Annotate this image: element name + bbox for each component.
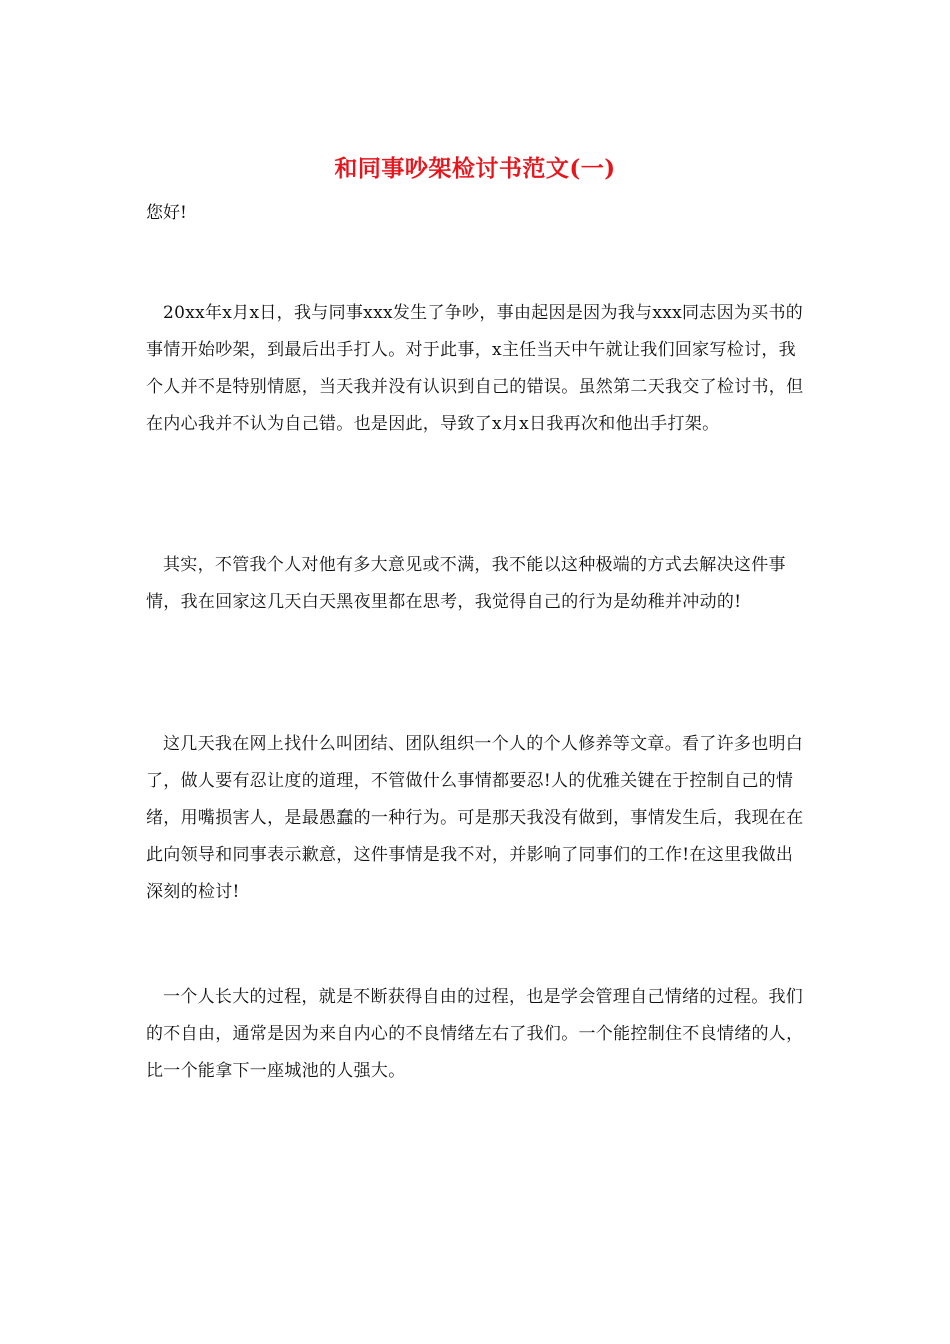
document-title: 和同事吵架检讨书范文(一) xyxy=(334,155,616,182)
body-paragraph-1: 20xx年x月x日，我与同事xxx发生了争吵，事由起因是因为我与xxx同志因为买书的事情开始吵架，到最后出手打人。对于此事，x主任当天中午就让我们回家写检讨，我个人并不是特别情愿，当天我并没有认识到自己的错误。虽然第二天我交了检讨书，但在内心我并不认为自己错。也是因此，导致了x月x日我再次和他出手打架。 xyxy=(146,303,804,434)
body-paragraph-2: 其实，不管我个人对他有多大意见或不满，我不能以这种极端的方式去解决这件事情，我在回家这几天白天黑夜里都在思考，我觉得自己的行为是幼稚并冲动的! xyxy=(146,555,786,612)
greeting-text: 您好! xyxy=(146,203,187,223)
body-paragraph-4: 一个人长大的过程，就是不断获得自由的过程，也是学会管理自己情绪的过程。我们的不自由，通常是因为来自内心的不良情绪左右了我们。一个能控制住不良情绪的人，比一个能拿下一座城池的人强大。 xyxy=(146,987,804,1081)
body-paragraph-3: 这几天我在网上找什么叫团结、团队组织一个人的个人修养等文章。看了许多也明白了，做人要有忍让度的道理，不管做什么事情都要忍!人的优雅关键在于控制自己的情绪，用嘴损害人，是最愚蠢的一种行为。可是那天我没有做到，事情发生后，我现在在此向领导和同事表示歉意，这件事情是我不对，并影响了同事们的工作!在这里我做出深刻的检讨! xyxy=(146,734,804,902)
